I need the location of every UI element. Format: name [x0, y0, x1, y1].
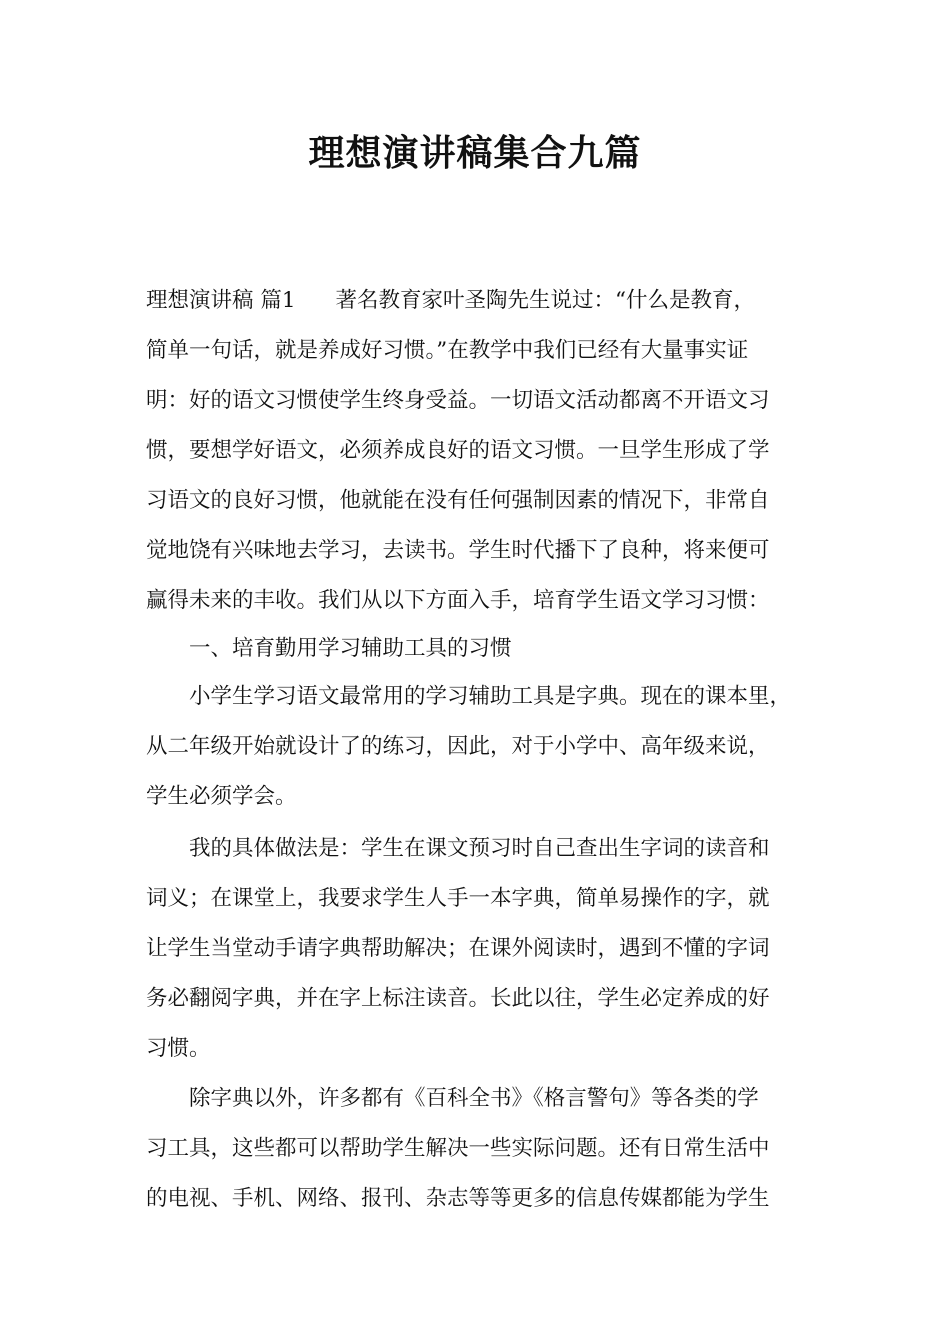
paragraph-line-3: 明：好的语文习惯使学生终身受益。一切语文活动都离不开语文习: [146, 388, 770, 413]
paragraph-line-13: 让学生当堂动手请字典帮助解决；在课外阅读时，遇到不懂的字词: [146, 936, 770, 961]
paragraph-line-5: 习语文的良好习惯，他就能在没有任何强制因素的情况下，非常自: [146, 488, 770, 513]
section-heading: 一、培育勤用学习辅助工具的习惯: [189, 636, 512, 661]
paragraph-line-6: 觉地饶有兴味地去学习，去读书。学生时代播下了良种，将来便可: [146, 538, 770, 563]
paragraph-line-16: 除字典以外，许多都有《百科全书》《格言警句》等各类的学: [189, 1086, 759, 1111]
paragraph-line-7: 赢得未来的丰收。我们从以下方面入手，培育学生语文学习习惯：: [146, 588, 770, 613]
paragraph-text: 著名教育家叶圣陶先生说过：“什么是教育，: [335, 288, 756, 313]
paragraph-line-9: 从二年级开始就设计了的练习，因此，对于小学中、高年级来说，: [146, 734, 770, 759]
section-label: 理想演讲稿 篇1: [146, 288, 296, 313]
paragraph-line-4: 惯，要想学好语文，必须养成良好的语文习惯。一旦学生形成了学: [146, 438, 770, 463]
paragraph-line-14: 务必翻阅字典，并在字上标注读音。长此以往，学生必定养成的好: [146, 986, 770, 1011]
paragraph-line-1: [146, 286, 755, 316]
paragraph-line-10: 学生必须学会。: [146, 784, 297, 809]
paragraph-line-18: 的电视、手机、网络、报刊、杂志等等更多的信息传媒都能为学生: [146, 1186, 770, 1211]
paragraph-line-15: 习惯。: [146, 1036, 211, 1061]
paragraph-line-2: 简单一句话，就是养成好习惯。”在教学中我们已经有大量事实证: [146, 338, 749, 363]
paragraph-line-11: 我的具体做法是：学生在课文预习时自己查出生字词的读音和: [189, 836, 770, 861]
paragraph-line-17: 习工具，这些都可以帮助学生解决一些实际问题。还有日常生活中: [146, 1136, 770, 1161]
paragraph-line-12: 词义；在课堂上，我要求学生人手一本字典，简单易操作的字，就: [146, 886, 770, 911]
document-title: 理想演讲稿集合九篇: [308, 133, 642, 174]
paragraph-line-8: 小学生学习语文最常用的学习辅助工具是字典。现在的课本里，: [189, 684, 792, 709]
